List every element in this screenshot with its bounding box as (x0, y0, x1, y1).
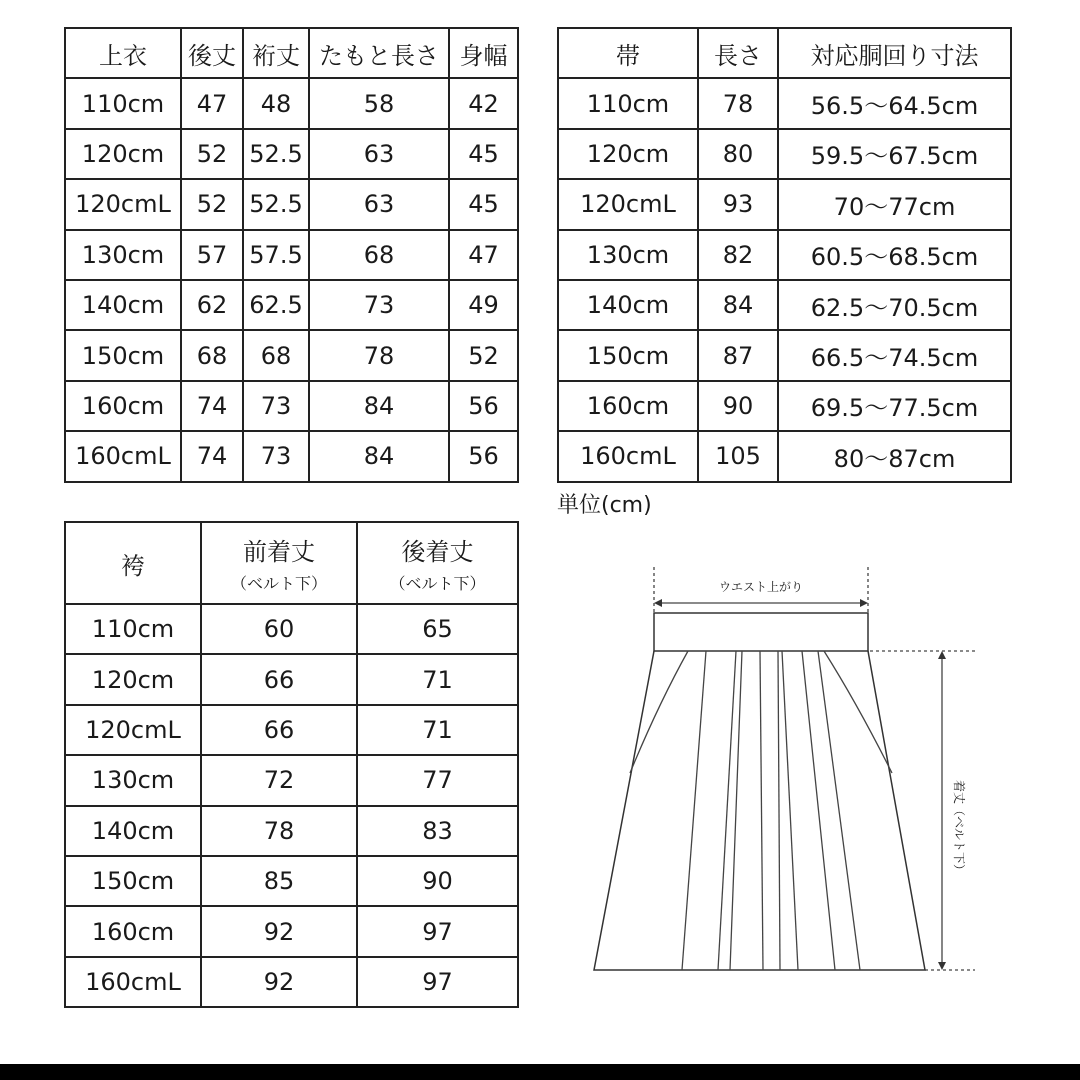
header-cell: 上衣 (65, 28, 181, 78)
value-cell: 63 (309, 179, 449, 229)
value-cell: 71 (357, 705, 518, 755)
table-row (65, 78, 518, 128)
table-row (65, 705, 518, 755)
value-cell: 97 (357, 906, 518, 956)
header-main: 前着丈 (243, 538, 315, 566)
value-cell: 45 (449, 129, 518, 179)
value-cell: 92 (201, 906, 357, 956)
size-cell: 160cmL (558, 431, 698, 481)
value-cell: 80 (698, 129, 778, 179)
value-cell: 71 (357, 654, 518, 704)
table-row (65, 431, 518, 481)
value-cell: 68 (243, 330, 309, 380)
value-cell: 97 (357, 957, 518, 1007)
pleat-line (682, 651, 706, 970)
table-row (558, 230, 1011, 280)
value-cell: 68 (309, 230, 449, 280)
value-cell: 52.5 (243, 129, 309, 179)
table-row (558, 280, 1011, 330)
size-cell: 110cm (558, 78, 698, 128)
value-cell: 63 (309, 129, 449, 179)
table-header-row (65, 28, 518, 78)
hakama-size-table (64, 521, 519, 1008)
value-cell: 90 (357, 856, 518, 906)
value-cell: 57 (181, 230, 243, 280)
table-row (65, 755, 518, 805)
value-cell: 70〜77cm (778, 179, 1011, 229)
table-row (65, 129, 518, 179)
value-cell: 78 (309, 330, 449, 380)
size-cell: 150cm (65, 330, 181, 380)
side-opening (824, 651, 892, 773)
table-header-row (558, 28, 1011, 78)
value-cell: 93 (698, 179, 778, 229)
table-row (558, 381, 1011, 431)
value-cell: 105 (698, 431, 778, 481)
value-cell: 73 (243, 381, 309, 431)
value-cell: 59.5〜67.5cm (778, 129, 1011, 179)
table-row (65, 654, 518, 704)
value-cell: 77 (357, 755, 518, 805)
value-cell: 83 (357, 806, 518, 856)
value-cell: 47 (449, 230, 518, 280)
size-cell: 110cm (65, 78, 181, 128)
header-cell: 身幅 (449, 28, 518, 78)
header-cell: 裄丈 (243, 28, 309, 78)
size-cell: 120cmL (65, 179, 181, 229)
header-cell: たもと長さ (309, 28, 449, 78)
value-cell: 45 (449, 179, 518, 229)
header-sub: （ベルト下） (389, 574, 486, 593)
value-cell: 47 (181, 78, 243, 128)
table-row (65, 230, 518, 280)
table-row (65, 957, 518, 1007)
header-cell (65, 522, 201, 604)
value-cell: 66.5〜74.5cm (778, 330, 1011, 380)
value-cell: 90 (698, 381, 778, 431)
value-cell: 68 (181, 330, 243, 380)
size-cell: 120cmL (65, 705, 201, 755)
unit-note: 単位(cm) (557, 493, 652, 518)
value-cell: 58 (309, 78, 449, 128)
value-cell: 42 (449, 78, 518, 128)
header-sub: （ベルト下） (230, 574, 327, 593)
size-cell: 150cm (65, 856, 201, 906)
size-cell: 120cm (65, 654, 201, 704)
size-cell: 160cm (65, 381, 181, 431)
skirt-outline (594, 651, 925, 970)
value-cell: 62.5〜70.5cm (778, 280, 1011, 330)
value-cell: 69.5〜77.5cm (778, 381, 1011, 431)
belt-size-table (557, 27, 1012, 483)
value-cell: 60.5〜68.5cm (778, 230, 1011, 280)
table-row (65, 906, 518, 956)
size-cell: 120cmL (558, 179, 698, 229)
value-cell: 49 (449, 280, 518, 330)
value-cell: 52 (181, 129, 243, 179)
value-cell: 60 (201, 604, 357, 654)
size-cell: 130cm (65, 755, 201, 805)
size-cell: 120cm (65, 129, 181, 179)
bottom-bar (0, 1064, 1080, 1080)
value-cell: 66 (201, 654, 357, 704)
value-cell: 57.5 (243, 230, 309, 280)
size-cell: 160cm (558, 381, 698, 431)
value-cell: 56 (449, 431, 518, 481)
table-row (65, 330, 518, 380)
table-row (65, 280, 518, 330)
header-main: 袴 (121, 551, 145, 580)
value-cell: 74 (181, 431, 243, 481)
header-cell: 長さ (698, 28, 778, 78)
table-row (558, 179, 1011, 229)
table-row (558, 129, 1011, 179)
table-row (558, 431, 1011, 481)
size-cell: 160cm (65, 906, 201, 956)
table-row (65, 604, 518, 654)
size-cell: 160cmL (65, 431, 181, 481)
table-row (65, 806, 518, 856)
length-label: 着丈（ベルト下） (952, 780, 966, 877)
hakama-diagram (570, 555, 990, 1035)
value-cell: 48 (243, 78, 309, 128)
value-cell: 65 (357, 604, 518, 654)
value-cell: 92 (201, 957, 357, 1007)
value-cell: 52.5 (243, 179, 309, 229)
size-cell: 110cm (65, 604, 201, 654)
header-cell (201, 522, 357, 604)
value-cell: 80〜87cm (778, 431, 1011, 481)
table-row (65, 381, 518, 431)
value-cell: 72 (201, 755, 357, 805)
table-row (65, 856, 518, 906)
value-cell: 73 (243, 431, 309, 481)
value-cell: 62.5 (243, 280, 309, 330)
value-cell: 85 (201, 856, 357, 906)
header-cell: 帯 (558, 28, 698, 78)
side-opening (630, 651, 688, 773)
value-cell: 84 (309, 381, 449, 431)
size-cell: 140cm (65, 280, 181, 330)
size-cell: 130cm (558, 230, 698, 280)
size-cell: 160cmL (65, 957, 201, 1007)
table-header-row (65, 522, 518, 604)
value-cell: 66 (201, 705, 357, 755)
size-cell: 120cm (558, 129, 698, 179)
header-cell: 後丈 (181, 28, 243, 78)
table-row (558, 330, 1011, 380)
value-cell: 78 (698, 78, 778, 128)
value-cell: 73 (309, 280, 449, 330)
header-main: 後着丈 (401, 538, 474, 566)
value-cell: 56 (449, 381, 518, 431)
size-cell: 130cm (65, 230, 181, 280)
value-cell: 84 (309, 431, 449, 481)
value-cell: 74 (181, 381, 243, 431)
value-cell: 52 (181, 179, 243, 229)
value-cell: 84 (698, 280, 778, 330)
value-cell: 78 (201, 806, 357, 856)
value-cell: 82 (698, 230, 778, 280)
waistband (654, 613, 868, 651)
waist-label: ウエスト上がり (718, 580, 804, 594)
value-cell: 62 (181, 280, 243, 330)
size-cell: 140cm (558, 280, 698, 330)
header-cell: 対応胴回り寸法 (778, 28, 1011, 78)
table-row (558, 78, 1011, 128)
value-cell: 87 (698, 330, 778, 380)
table-row (65, 179, 518, 229)
size-cell: 150cm (558, 330, 698, 380)
value-cell: 56.5〜64.5cm (778, 78, 1011, 128)
header-cell (357, 522, 518, 604)
jacket-size-table (64, 27, 519, 483)
size-cell: 140cm (65, 806, 201, 856)
value-cell: 52 (449, 330, 518, 380)
